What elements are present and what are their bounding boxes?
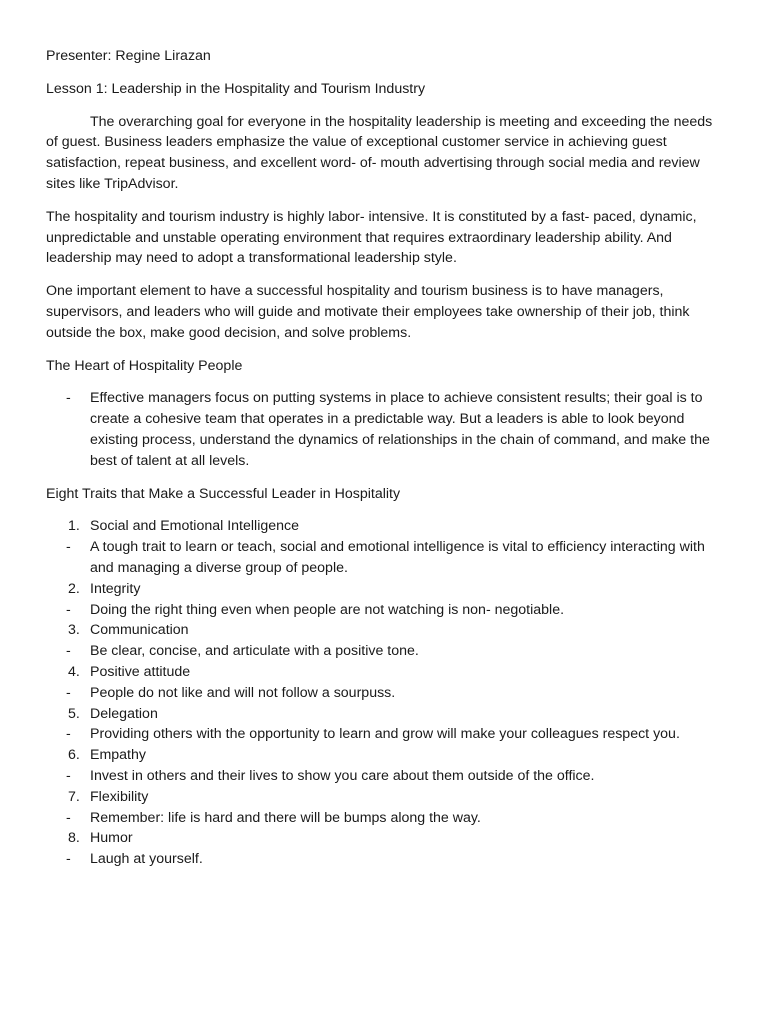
trait-number: 3. xyxy=(68,622,80,639)
dash-marker: - xyxy=(66,601,71,618)
trait-number: 6. xyxy=(68,747,80,764)
heart-bullet-item xyxy=(46,388,728,471)
trait-item xyxy=(46,516,728,537)
trait-number: 4. xyxy=(68,663,80,680)
trait-item xyxy=(46,704,728,725)
trait-name: Humor xyxy=(90,830,133,847)
dash-marker: - xyxy=(66,390,71,407)
heart-bullet-text: Effective managers focus on putting systems in place to achieve consistent results; their goal is to create a cohesive team that operates in a predictable way. But a leaders is able to look beyond existing process, understand the dynamics of relationships in the chain of command, and make the best of talent at all levels. xyxy=(90,390,710,469)
dash-marker: - xyxy=(66,643,71,660)
trait-description: A tough trait to learn or teach, social and emotional intelligence is vital to efficiency interacting with and managing a diverse group of people. xyxy=(90,539,705,576)
dash-marker: - xyxy=(66,684,71,701)
trait-number: 1. xyxy=(68,518,80,535)
dash-marker: - xyxy=(66,767,71,784)
trait-name: Social and Emotional Intelligence xyxy=(90,518,300,535)
trait-description: Laugh at yourself. xyxy=(90,851,203,868)
dash-marker: - xyxy=(66,809,71,826)
trait-name: Integrity xyxy=(90,580,141,597)
trait-name: Delegation xyxy=(90,705,158,722)
element-paragraph: One important element to have a successful hospitality and tourism business is to have managers, supervisors, and leaders who will guide and motivate their employees take ownership of their job, think outside the box, make good decision, and solve problems. xyxy=(46,283,690,341)
trait-number: 8. xyxy=(68,830,80,847)
traits-heading: Eight Traits that Make a Successful Leader in Hospitality xyxy=(46,485,401,502)
dash-marker: - xyxy=(66,539,71,556)
heart-bullet-list xyxy=(46,388,728,471)
trait-item xyxy=(46,787,728,808)
lesson-title: Lesson 1: Leadership in the Hospitality and Tourism Industry xyxy=(46,80,426,97)
trait-description: Invest in others and their lives to show you care about them outside of the office. xyxy=(90,767,595,784)
presenter-line: Presenter: Regine Lirazan xyxy=(46,48,211,64)
trait-description-item xyxy=(46,537,728,579)
trait-name: Empathy xyxy=(90,747,146,764)
trait-number: 2. xyxy=(68,580,80,597)
trait-description-item xyxy=(46,808,728,829)
trait-description-item xyxy=(46,641,728,662)
industry-paragraph: The hospitality and tourism industry is highly labor- intensive. It is constituted by a fast- paced, dynamic, unpredictable and unstable operating environment that requires extraordinary leadership ability. And leadership may need to adopt a transformational leadership style. xyxy=(46,208,697,267)
trait-item xyxy=(46,745,728,766)
trait-description-item xyxy=(46,766,728,787)
trait-description-item xyxy=(46,724,728,745)
trait-item xyxy=(46,828,728,849)
heart-heading: The Heart of Hospitality People xyxy=(46,357,243,374)
trait-item xyxy=(46,579,728,600)
trait-name: Positive attitude xyxy=(90,663,191,680)
trait-name: Communication xyxy=(90,622,189,639)
trait-item xyxy=(46,620,728,641)
intro-paragraph: The overarching goal for everyone in the hospitality leadership is meeting and exceeding the needs of guest. Business leaders emphasize the value of exceptional customer service in achieving guest satisfaction, repeat business, and excellent word- of- mouth advertising through social media and review sites like TripAdvisor. xyxy=(46,113,713,192)
trait-description: People do not like and will not follow a sourpuss. xyxy=(90,684,396,701)
trait-description-item xyxy=(46,600,728,621)
trait-number: 5. xyxy=(68,705,80,722)
trait-name: Flexibility xyxy=(90,788,149,805)
dash-marker: - xyxy=(66,851,71,868)
dash-marker: - xyxy=(66,726,71,743)
trait-description-item xyxy=(46,683,728,704)
trait-description: Remember: life is hard and there will be bumps along the way. xyxy=(90,809,481,826)
traits-list xyxy=(46,516,728,870)
trait-number: 7. xyxy=(68,788,80,805)
trait-item xyxy=(46,662,728,683)
trait-description: Doing the right thing even when people are not watching is non- negotiable. xyxy=(90,601,565,618)
trait-description: Be clear, concise, and articulate with a positive tone. xyxy=(90,643,419,660)
trait-description-item xyxy=(46,849,728,870)
trait-description: Providing others with the opportunity to learn and grow will make your colleagues respect you. xyxy=(90,726,680,743)
